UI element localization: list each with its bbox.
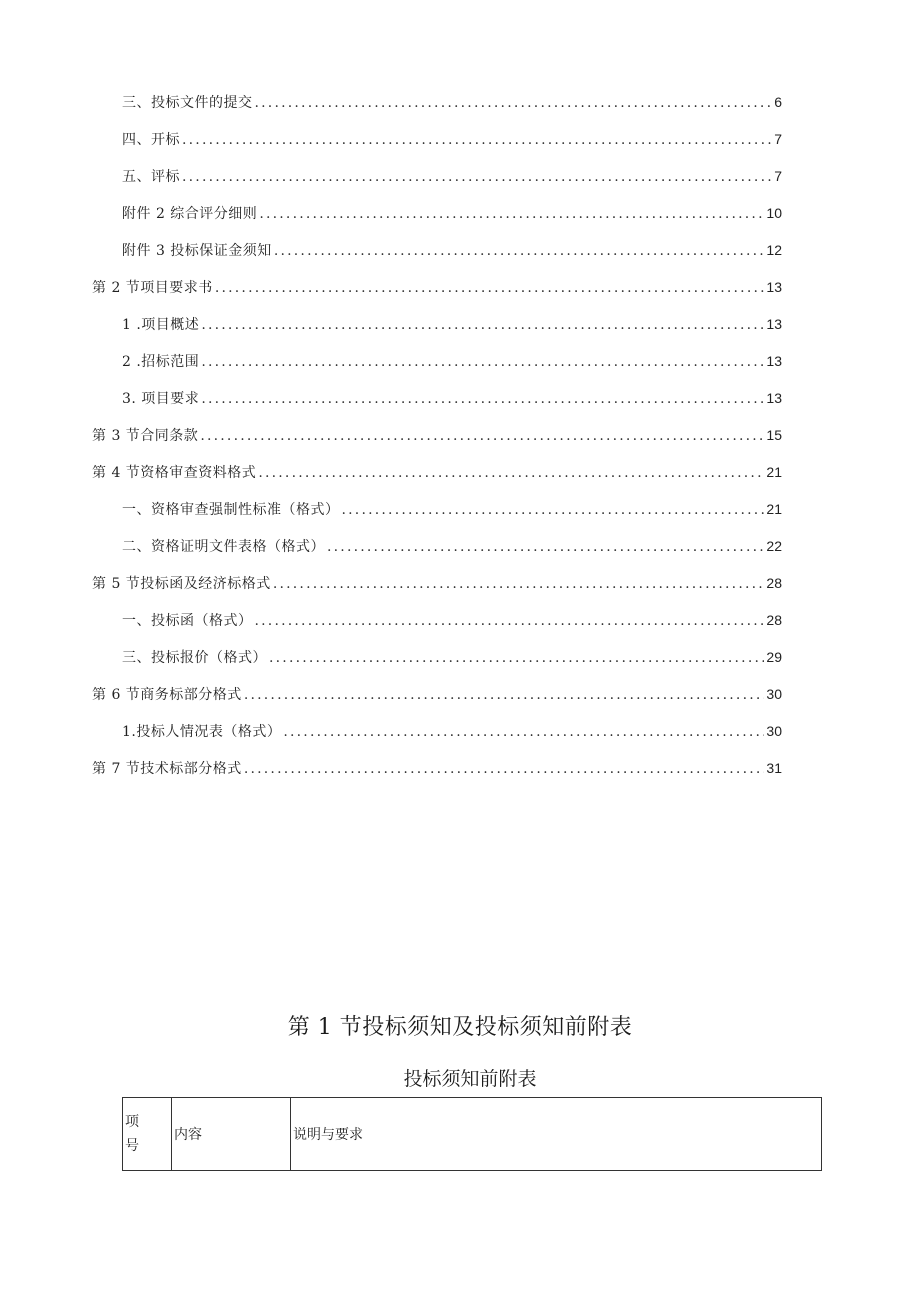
toc-entry-page: 21 bbox=[766, 464, 782, 480]
section-subtitle: 投标须知前附表 bbox=[403, 1068, 537, 1090]
toc-leader-dots bbox=[258, 463, 764, 483]
toc-entry-title: 第 5 节投标函及经济标格式 bbox=[92, 576, 271, 592]
toc-entry[interactable] bbox=[122, 536, 782, 556]
toc-entry[interactable] bbox=[122, 92, 782, 112]
toc-leader-dots bbox=[274, 241, 765, 261]
toc-entry-title: 2 .招标范围 bbox=[122, 354, 200, 370]
toc-leader-dots bbox=[259, 204, 764, 224]
toc-entry-title: 三、投标报价（格式） bbox=[122, 650, 267, 666]
toc-entry[interactable] bbox=[122, 129, 782, 149]
toc-entry-page: 28 bbox=[766, 575, 782, 591]
toc-leader-dots bbox=[255, 611, 765, 631]
toc-entry-page: 10 bbox=[766, 205, 782, 221]
toc-leader-dots bbox=[283, 722, 764, 742]
toc-leader-dots bbox=[201, 389, 764, 409]
toc-entry-title: 四、开标 bbox=[122, 132, 180, 148]
toc-leader-dots bbox=[201, 352, 764, 372]
toc-entry-title: 第 6 节商务标部分格式 bbox=[92, 687, 242, 703]
toc-entry-page: 30 bbox=[766, 723, 782, 739]
toc-entry-page: 13 bbox=[766, 390, 782, 406]
toc-leader-dots bbox=[244, 759, 765, 779]
toc-entry-title: 第 4 节资格审查资料格式 bbox=[92, 465, 257, 481]
toc-entry-page: 7 bbox=[774, 131, 782, 147]
toc-entry[interactable] bbox=[122, 721, 782, 741]
toc-entry-page: 30 bbox=[766, 686, 782, 702]
toc-entry-title: 第 2 节项目要求书 bbox=[92, 280, 213, 296]
toc-leader-dots bbox=[244, 685, 765, 705]
toc-entry[interactable] bbox=[122, 166, 782, 186]
toc-entry[interactable] bbox=[92, 684, 782, 704]
toc-entry-title: 五、评标 bbox=[122, 169, 180, 185]
column-header-item-no: 项号 bbox=[125, 1114, 139, 1154]
toc-entry[interactable] bbox=[92, 277, 782, 297]
toc-entry[interactable] bbox=[122, 314, 782, 334]
column-header-content: 内容 bbox=[172, 1098, 291, 1171]
toc-leader-dots bbox=[269, 648, 764, 668]
toc-leader-dots bbox=[255, 93, 773, 113]
toc-leader-dots bbox=[200, 426, 764, 446]
toc-leader-dots bbox=[327, 537, 764, 557]
toc-entry-page: 31 bbox=[766, 760, 782, 776]
toc-entry[interactable] bbox=[122, 351, 782, 371]
toc-entry-page: 13 bbox=[766, 353, 782, 369]
toc-entry-title: 第 3 节合同条款 bbox=[92, 428, 199, 444]
toc-entry[interactable] bbox=[122, 240, 782, 260]
toc-entry[interactable] bbox=[122, 647, 782, 667]
table-header-row bbox=[123, 1098, 822, 1171]
toc-leader-dots bbox=[182, 130, 772, 150]
toc-entry-title: 一、资格审查强制性标准（格式） bbox=[122, 502, 340, 518]
toc-entry-page: 21 bbox=[766, 501, 782, 517]
toc-entry[interactable] bbox=[122, 203, 782, 223]
toc-entry[interactable] bbox=[92, 573, 782, 593]
toc-entry-page: 6 bbox=[774, 94, 782, 110]
section-title: 第 1 节投标须知及投标须知前附表 bbox=[287, 1015, 633, 1040]
toc-entry-title: 附件 3 投标保证金须知 bbox=[122, 243, 272, 259]
toc-entry-title: 一、投标函（格式） bbox=[122, 613, 253, 629]
toc-entry-page: 12 bbox=[766, 242, 782, 258]
toc-entry-title: 3. 项目要求 bbox=[122, 391, 200, 407]
toc-entry-page: 29 bbox=[766, 649, 782, 665]
column-header-description: 说明与要求 bbox=[291, 1098, 822, 1171]
toc-leader-dots bbox=[215, 278, 765, 298]
toc-entry[interactable] bbox=[122, 388, 782, 408]
toc-leader-dots bbox=[182, 167, 772, 187]
toc-entry-page: 28 bbox=[766, 612, 782, 628]
table-header-cell bbox=[123, 1098, 172, 1171]
toc-entry-page: 15 bbox=[766, 427, 782, 443]
toc-entry[interactable] bbox=[122, 499, 782, 519]
toc-leader-dots bbox=[273, 574, 765, 594]
toc-entry-page: 22 bbox=[766, 538, 782, 554]
toc-entry[interactable] bbox=[92, 462, 782, 482]
toc-entry-title: 附件 2 综合评分细则 bbox=[122, 206, 258, 222]
toc-entry-title: 第 7 节技术标部分格式 bbox=[92, 761, 242, 777]
front-matter-table bbox=[122, 1097, 822, 1171]
toc-entry[interactable] bbox=[122, 610, 782, 630]
toc-entry[interactable] bbox=[92, 425, 782, 445]
toc-leader-dots bbox=[342, 500, 765, 520]
toc-entry-title: 三、投标文件的提交 bbox=[122, 95, 253, 111]
toc-entry-page: 7 bbox=[774, 168, 782, 184]
toc-entry-title: 二、资格证明文件表格（格式） bbox=[122, 539, 325, 555]
toc-entry-page: 13 bbox=[766, 316, 782, 332]
toc-entry-page: 13 bbox=[766, 279, 782, 295]
toc-entry-title: 1.投标人情况表（格式） bbox=[122, 724, 282, 740]
toc-entry[interactable] bbox=[92, 758, 782, 778]
toc-leader-dots bbox=[201, 315, 764, 335]
toc-entry-title: 1 .项目概述 bbox=[122, 317, 200, 333]
